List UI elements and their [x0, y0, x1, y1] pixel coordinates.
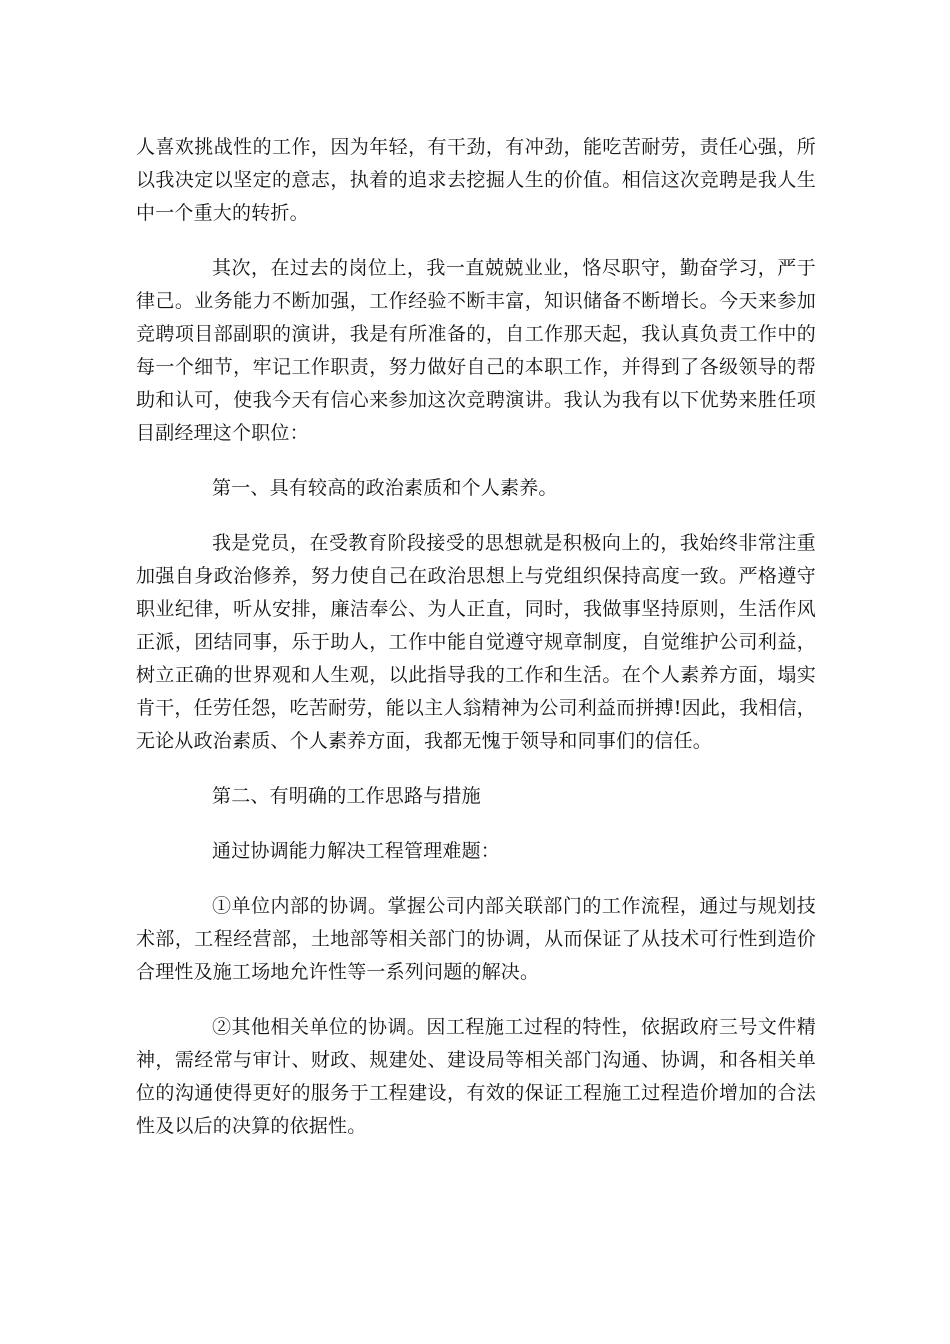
paragraph-party-member: 我是党员，在受教育阶段接受的思想就是积极向上的，我始终非常注重加强自身政治修养，努力使自己在政治思想上与党组织保持高度一致。严格遵守职业纪律，听从安排，廉洁奉公、为人正直，同时，我做事坚持原则，生活作风正派，团结同事，乐于助人，工作中能自觉遵守规章制度，自觉维护公司利益，树立正确的世界观和人生观，以此指导我的工作和生活。在个人素养方面，塌实肯干，任劳任怨，吃苦耐劳，能以主人翁精神为公司利益而拼搏!因此，我相信，无论从政治素质、个人素养方面，我都无愧于领导和同事们的信任。 — [136, 532, 816, 752]
paragraph-continuation: 人喜欢挑战性的工作，因为年轻，有干劲，有冲劲，能吃苦耐劳，责任心强，所以我决定以坚定的意志，执着的追求去挖掘人生的价值。相信这次竞聘是我人生中一个重大的转折。 — [136, 136, 816, 224]
heading-second-point: 第二、有明确的工作思路与措施 — [212, 785, 481, 807]
paragraph-internal-coordination: ①单位内部的协调。掌握公司内部关联部门的工作流程，通过与规划技术部，工程经营部，土地部等相关部门的协调，从而保证了从技术可行性到造价合理性及施工场地允许性等一系列问题的解决。 — [136, 895, 816, 983]
paragraph-external-coordination: ②其他相关单位的协调。因工程施工过程的特性，依据政府三号文件精神，需经常与审计、财政、规建处、建设局等相关部门沟通、协调，和各相关单位的沟通使得更好的服务于工程建设，有效的保证工程施工过程造价增加的合法性及以后的决算的依据性。 — [136, 1016, 816, 1137]
paragraph-coordination-intro: 通过协调能力解决工程管理难题： — [212, 840, 501, 862]
heading-first-point: 第一、具有较高的政治素质和个人素养。 — [212, 477, 558, 499]
document-body — [136, 131, 816, 1165]
paragraph-secondly: 其次，在过去的岗位上，我一直兢兢业业，恪尽职守，勤奋学习，严于律己。业务能力不断加强，工作经验不断丰富，知识储备不断增长。今天来参加竞聘项目部副职的演讲，我是有所准备的，自工作那天起，我认真负责工作中的每一个细节，牢记工作职责，努力做好自己的本职工作，并得到了各级领导的帮助和认可，使我今天有信心来参加这次竞聘演讲。我认为我有以下优势来胜任项目副经理这个职位： — [136, 257, 816, 444]
